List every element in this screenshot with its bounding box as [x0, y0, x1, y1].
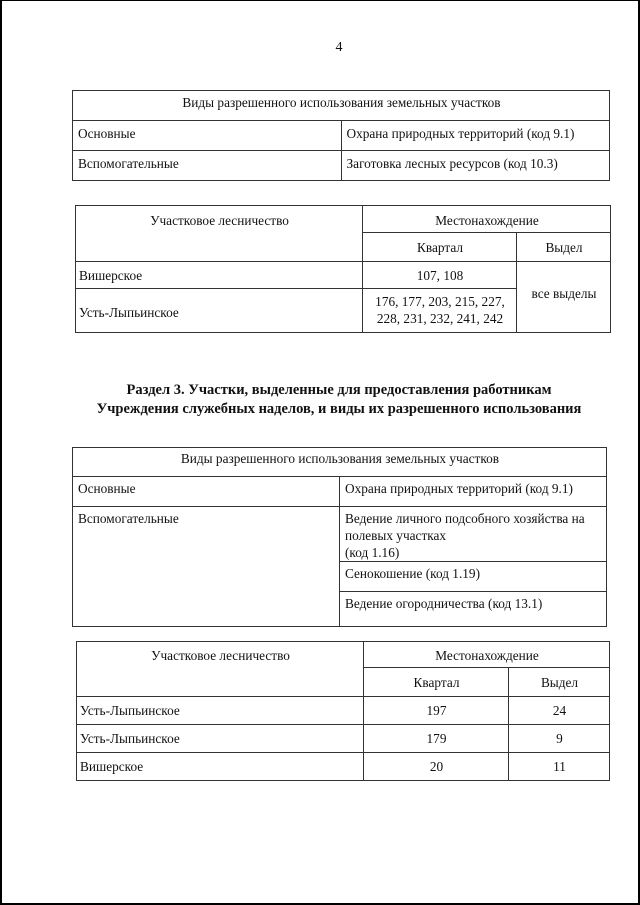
value-line: Ведение личного подсобного хозяйства на полевых участках [345, 511, 585, 543]
table-row [76, 262, 611, 289]
forestry-cell: Усть-Лыпьинское [77, 725, 364, 753]
value-cell: Охрана природных территорий (код 9.1) [340, 477, 607, 507]
section-title-line: Учреждения служебных наделов, и виды их разрешенного использования [96, 401, 582, 417]
section-title [21, 381, 640, 419]
table-row [73, 477, 607, 507]
land-use-table-1 [72, 90, 610, 181]
header-forestry: Участковое лесничество [77, 642, 364, 697]
value-cell: Заготовка лесных ресурсов (код 10.3) [341, 151, 610, 181]
forestry-cell: Усть-Лыпьинское [76, 289, 363, 333]
document-page [2, 1, 638, 903]
allotment-cell: 11 [509, 753, 610, 781]
table-row [77, 753, 610, 781]
section-title-line: Раздел 3. Участки, выделенные для предоставления работникам [126, 382, 552, 398]
table-header: Виды разрешенного использования земельных участков [73, 448, 607, 477]
forestry-location-table-1 [75, 205, 611, 333]
table-row [77, 725, 610, 753]
forestry-cell: Усть-Лыпьинское [77, 697, 364, 725]
page-number: 4 [335, 40, 343, 55]
value-cell: Охрана природных территорий (код 9.1) [341, 121, 610, 151]
category-cell: Основные [73, 477, 340, 507]
value-line: (код 1.16) [345, 545, 400, 560]
table-row [73, 151, 610, 181]
header-allotment: Выдел [509, 668, 610, 697]
forestry-cell: Вишерское [76, 262, 363, 289]
quarter-cell: 179 [364, 725, 509, 753]
value-cell: Сенокошение (код 1.19) [340, 562, 607, 592]
table-row [77, 697, 610, 725]
quarter-cell: 20 [364, 753, 509, 781]
allotment-cell: 9 [509, 725, 610, 753]
header-forestry: Участковое лесничество [76, 206, 363, 262]
category-cell: Вспомогательные [73, 507, 340, 627]
header-location: Местонахождение [364, 642, 610, 668]
allotment-cell: 24 [509, 697, 610, 725]
quarter-cell [363, 289, 517, 333]
quarter-cell: 197 [364, 697, 509, 725]
category-cell: Основные [73, 121, 342, 151]
table-header: Виды разрешенного использования земельных участков [73, 91, 610, 121]
quarter-line: 228, 231, 232, 241, 242 [376, 311, 504, 326]
value-cell [340, 507, 607, 562]
allotment-cell: все выделы [517, 262, 611, 333]
table-row [73, 121, 610, 151]
header-quarter: Квартал [363, 233, 517, 262]
quarter-cell: 107, 108 [363, 262, 517, 289]
value-cell: Ведение огородничества (код 13.1) [340, 592, 607, 627]
table-row [73, 507, 607, 562]
forestry-location-table-2 [76, 641, 610, 781]
header-quarter: Квартал [364, 668, 509, 697]
header-allotment: Выдел [517, 233, 611, 262]
forestry-cell: Вишерское [77, 753, 364, 781]
quarter-line: 176, 177, 203, 215, 227, [375, 294, 505, 309]
header-location: Местонахождение [363, 206, 611, 233]
land-use-table-2 [72, 447, 607, 627]
category-cell: Вспомогательные [73, 151, 342, 181]
